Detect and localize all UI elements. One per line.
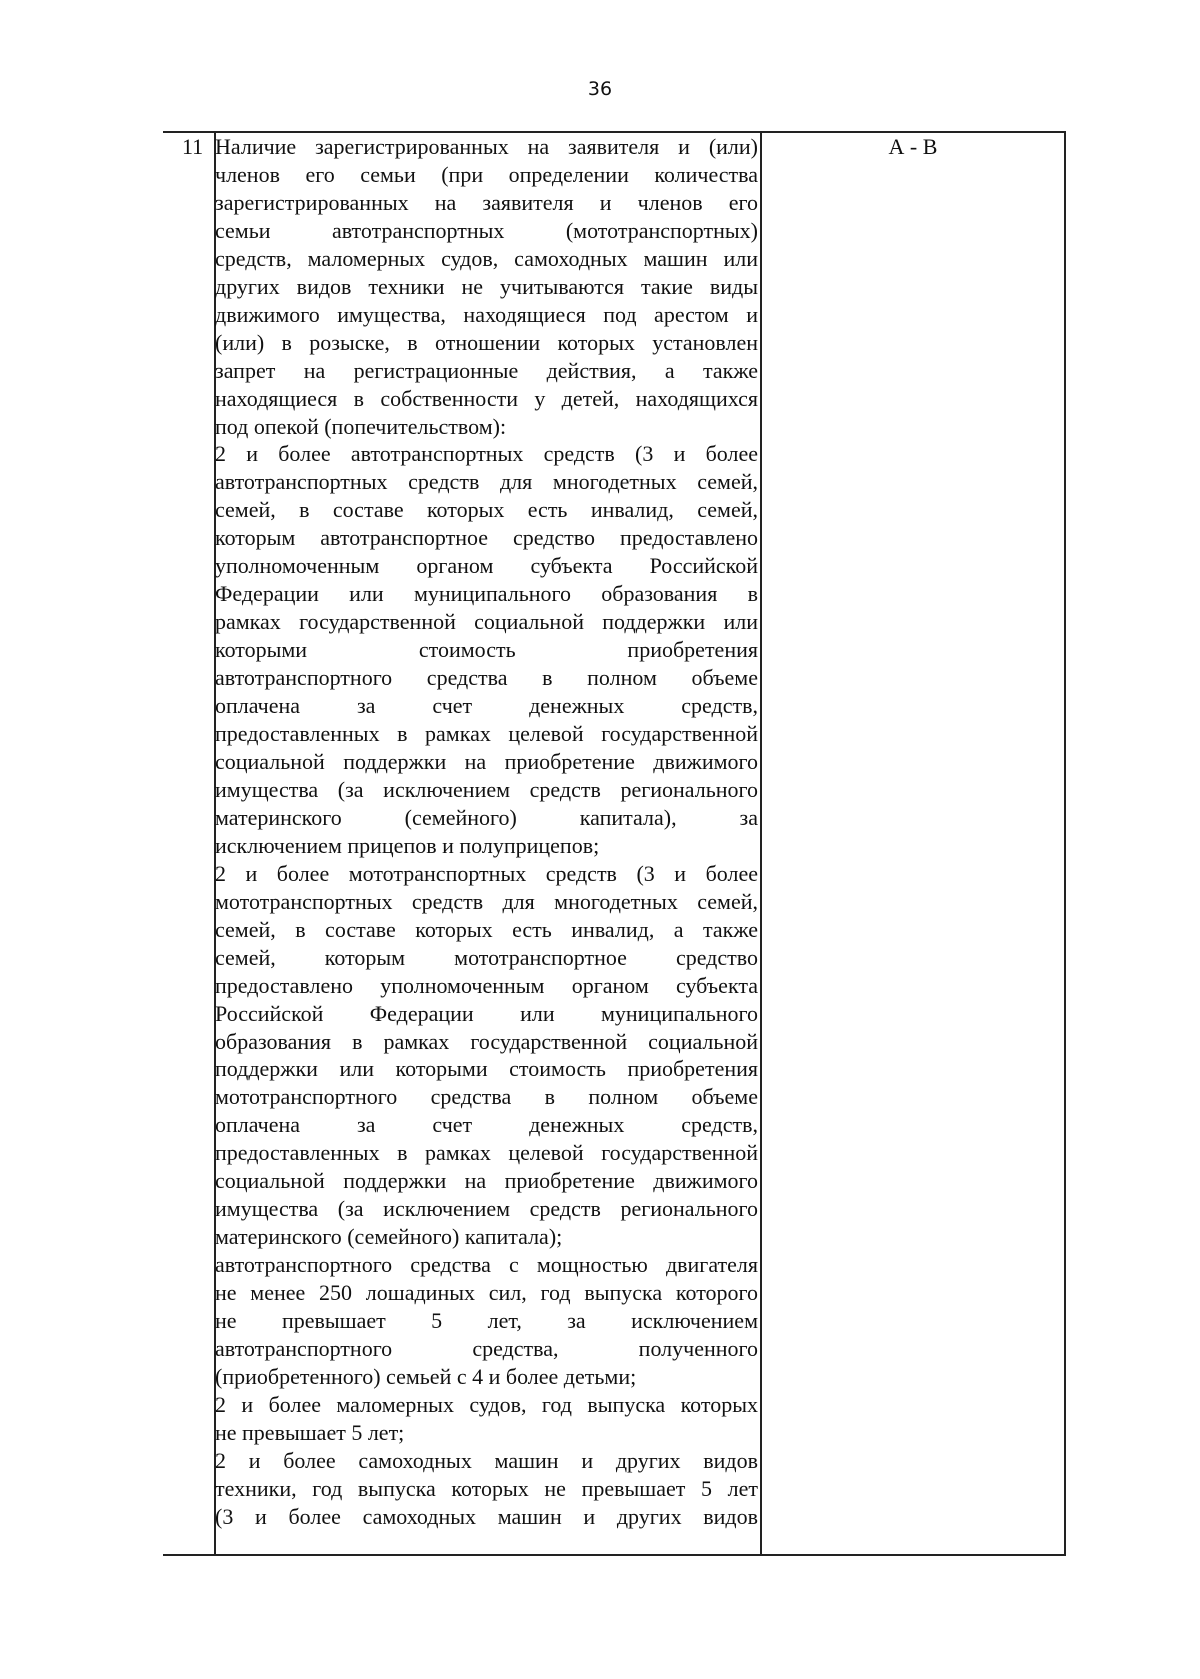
page-number: 36 xyxy=(587,78,613,100)
description-line: которым автотранспортное средство предоставлено xyxy=(215,525,758,551)
description-line: зарегистрированных на заявителя и членов его xyxy=(215,189,758,215)
description-line: средств, маломерных судов, самоходных машин или xyxy=(215,245,758,271)
description-line: поддержки или которыми стоимость приобретения xyxy=(215,1056,758,1082)
criteria-description xyxy=(215,133,758,1531)
description-line: рамках государственной социальной поддержки или xyxy=(215,609,758,635)
description-line: Федерации или муниципального образования в xyxy=(215,581,758,607)
description-line: Наличие зарегистрированных на заявителя и (или) xyxy=(215,134,758,159)
description-line: имущества (за исключением средств регионального xyxy=(215,1196,758,1222)
description-line: уполномоченным органом субъекта Российской xyxy=(215,553,758,579)
description-line: (приобретенного) семьей с 4 и более детьми; xyxy=(215,1363,637,1389)
description-line: имущества (за исключением средств регионального xyxy=(215,776,758,802)
description-line: автотранспортных средств для многодетных семей, xyxy=(215,469,758,495)
description-line: техники, год выпуска которых не превышает 5 лет xyxy=(215,1475,758,1501)
rating-value: А - В xyxy=(888,134,938,159)
column-divider xyxy=(760,131,762,1556)
description-line: 2 и более мототранспортных средств (3 и более xyxy=(215,860,758,886)
description-line: предоставленных в рамках целевой государственной xyxy=(215,1140,758,1166)
row-number: 11 xyxy=(182,134,204,159)
description-line: движимого имущества, находящиеся под арестом и xyxy=(215,301,758,327)
description-line: не менее 250 лошадиных сил, год выпуска которого xyxy=(215,1280,758,1306)
description-line: предоставлено уполномоченным органом субъекта xyxy=(215,972,758,998)
description-line: Российской Федерации или муниципального xyxy=(215,1000,758,1026)
description-line: оплачена за счет денежных средств, xyxy=(215,1112,758,1138)
description-line: предоставленных в рамках целевой государственной xyxy=(215,721,758,747)
description-line: 2 и более маломерных судов, год выпуска которых xyxy=(215,1391,758,1417)
description-line: членов его семьи (при определении количества xyxy=(215,161,758,187)
description-line: 2 и более автотранспортных средств (3 и более xyxy=(215,441,758,467)
description-line: образования в рамках государственной социальной xyxy=(215,1028,758,1054)
description-line: социальной поддержки на приобретение движимого xyxy=(215,1168,758,1194)
description-line: материнского (семейного) капитала), за xyxy=(215,804,758,830)
description-line: исключением прицепов и полуприцепов; xyxy=(215,832,600,858)
description-line: (3 и более самоходных машин и других видов xyxy=(215,1503,758,1529)
description-line: которыми стоимость приобретения xyxy=(215,637,758,663)
description-line: под опекой (попечительством): xyxy=(215,413,507,439)
description-line: оплачена за счет денежных средств, xyxy=(215,693,758,719)
description-line: находящиеся в собственности у детей, находящихся xyxy=(215,385,758,411)
description-line: семьи автотранспортных (мототранспортных) xyxy=(215,217,758,243)
description-line: не превышает 5 лет; xyxy=(215,1419,405,1445)
description-line: семей, в составе которых есть инвалид, а также xyxy=(215,916,758,942)
description-line: мототранспортных средств для многодетных семей, xyxy=(215,888,758,914)
description-line: социальной поддержки на приобретение движимого xyxy=(215,748,758,774)
description-line: семей, в составе которых есть инвалид, семей, xyxy=(215,497,758,523)
description-line: автотранспортного средства в полном объеме xyxy=(215,665,758,691)
description-line: автотранспортного средства с мощностью двигателя xyxy=(215,1252,758,1278)
description-line: материнского (семейного) капитала); xyxy=(215,1224,563,1250)
description-line: мототранспортного средства в полном объеме xyxy=(215,1084,758,1110)
description-line: запрет на регистрационные действия, а также xyxy=(215,357,758,383)
description-line: семей, которым мототранспортное средство xyxy=(215,944,758,970)
description-line: 2 и более самоходных машин и других видов xyxy=(215,1447,758,1473)
description-line: автотранспортного средства, полученного xyxy=(215,1335,758,1361)
description-line: не превышает 5 лет, за исключением xyxy=(215,1308,758,1334)
description-line: (или) в розыске, в отношении которых установлен xyxy=(215,329,758,355)
description-line: других видов техники не учитываются такие виды xyxy=(215,273,758,299)
